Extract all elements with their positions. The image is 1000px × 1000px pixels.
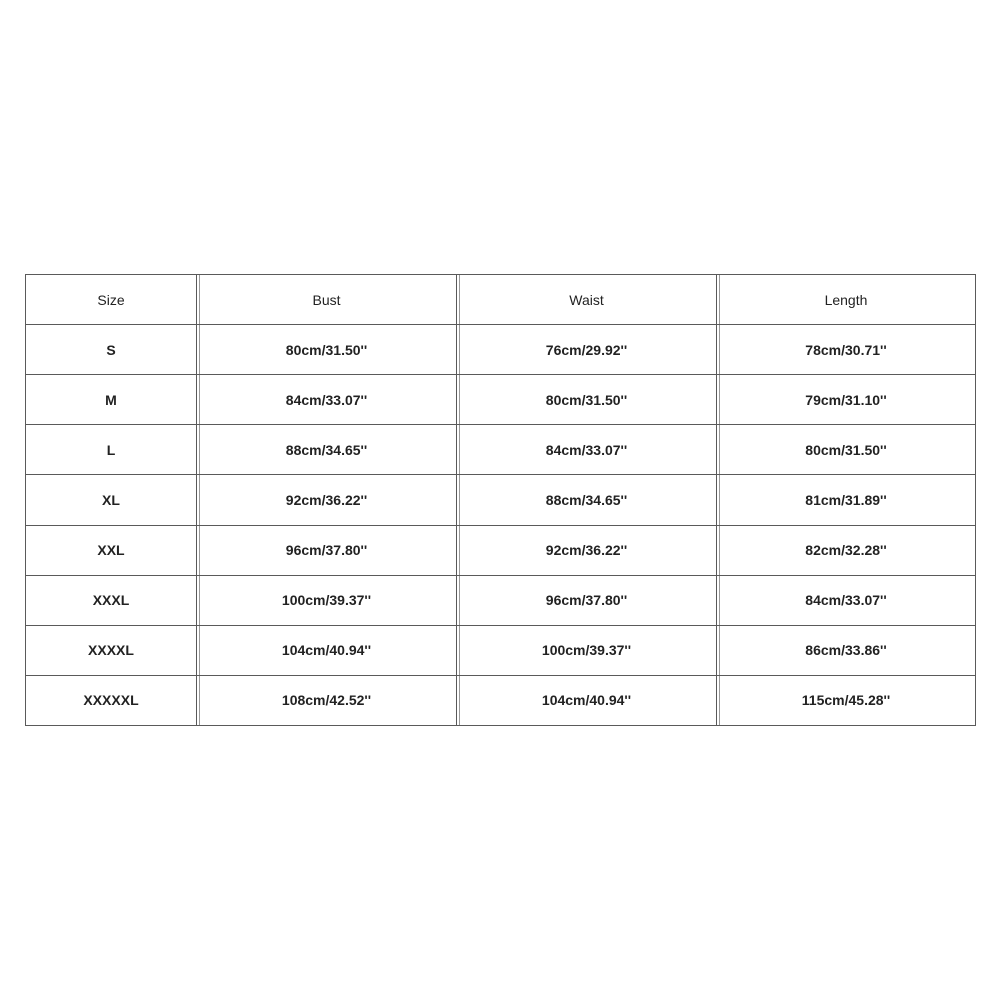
length-cell: 82cm/32.28'': [717, 526, 976, 576]
length-cell: 81cm/31.89'': [717, 475, 976, 525]
header-length: Length: [717, 275, 976, 325]
size-cell: M: [26, 375, 197, 425]
waist-cell: 84cm/33.07'': [457, 425, 717, 475]
header-bust: Bust: [197, 275, 457, 325]
waist-cell: 96cm/37.80'': [457, 576, 717, 626]
length-cell: 115cm/45.28'': [717, 676, 976, 726]
table-row: [26, 526, 976, 576]
header-waist: Waist: [457, 275, 717, 325]
length-cell: 80cm/31.50'': [717, 425, 976, 475]
bust-cell: 100cm/39.37'': [197, 576, 457, 626]
table-row: [26, 475, 976, 525]
length-cell: 84cm/33.07'': [717, 576, 976, 626]
size-cell: XXXXXL: [26, 676, 197, 726]
bust-cell: 104cm/40.94'': [197, 626, 457, 676]
waist-cell: 100cm/39.37'': [457, 626, 717, 676]
header-row: [26, 275, 976, 325]
size-chart-table: [25, 274, 976, 726]
length-cell: 78cm/30.71'': [717, 325, 976, 375]
waist-cell: 80cm/31.50'': [457, 375, 717, 425]
length-cell: 79cm/31.10'': [717, 375, 976, 425]
size-cell: XL: [26, 475, 197, 525]
bust-cell: 88cm/34.65'': [197, 425, 457, 475]
size-cell: XXXL: [26, 576, 197, 626]
size-cell: S: [26, 325, 197, 375]
size-cell: XXL: [26, 526, 197, 576]
bust-cell: 84cm/33.07'': [197, 375, 457, 425]
size-cell: XXXXL: [26, 626, 197, 676]
waist-cell: 92cm/36.22'': [457, 526, 717, 576]
length-cell: 86cm/33.86'': [717, 626, 976, 676]
table-row: [26, 375, 976, 425]
waist-cell: 88cm/34.65'': [457, 475, 717, 525]
bust-cell: 92cm/36.22'': [197, 475, 457, 525]
table-row: [26, 425, 976, 475]
waist-cell: 76cm/29.92'': [457, 325, 717, 375]
table-row: [26, 576, 976, 626]
table-row: [26, 325, 976, 375]
waist-cell: 104cm/40.94'': [457, 676, 717, 726]
header-size: Size: [26, 275, 197, 325]
bust-cell: 80cm/31.50'': [197, 325, 457, 375]
table-row: [26, 676, 976, 726]
bust-cell: 108cm/42.52'': [197, 676, 457, 726]
size-cell: L: [26, 425, 197, 475]
bust-cell: 96cm/37.80'': [197, 526, 457, 576]
table-row: [26, 626, 976, 676]
